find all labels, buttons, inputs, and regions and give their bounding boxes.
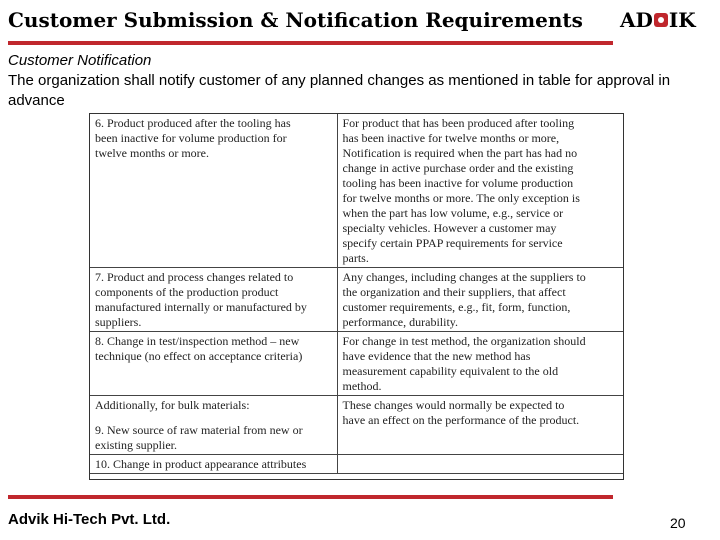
table-cell-right	[337, 455, 623, 474]
slide-title: Customer Submission & Notification Requirements	[8, 8, 583, 32]
intro-text	[8, 51, 708, 111]
table-cell-left: 8. Change in test/inspection method – new technique (no effect on acceptance criteria)	[90, 332, 337, 396]
footer-company: Advik Hi-Tech Pvt. Ltd.	[8, 511, 171, 528]
footer-divider	[8, 495, 613, 499]
page-number: 20	[670, 515, 686, 531]
table-cell-right: For product that has been produced after tooling has been inactive for twelve months or more, Notification is required when the part has had no change in active purchase order and the existing tooling has been inactive for volume production for twelve months or more. The only exception is when the part has low volume, e.g., service or specialty vehicles. However a customer may specify certain PPAP requirements for service parts.	[337, 114, 623, 268]
logo-mark-icon	[654, 13, 668, 27]
intro-body: The organization shall notify customer of any planned changes as mentioned in table for approval in advance	[8, 72, 671, 109]
table-cell-right: These changes would normally be expected to have an effect on the performance of the product.	[337, 396, 623, 455]
table-cell-left: 7. Product and process changes related to components of the production product manufactured internally or manufactured by suppliers.	[90, 268, 337, 332]
table-row	[90, 114, 623, 268]
requirements-table-image	[89, 113, 624, 480]
table-cell-left-extra: 9. New source of raw material from new or existing supplier.	[95, 423, 303, 452]
table-cell-left: 6. Product produced after the tooling has been inactive for volume production for twelve months or more.	[90, 114, 337, 268]
table-row	[90, 268, 623, 332]
table-cell-left: Additionally, for bulk materials: 9. New source of raw material from new or existing supplier.	[90, 396, 337, 455]
table-row	[90, 396, 623, 455]
header-divider	[8, 41, 613, 45]
intro-subtitle: Customer Notification	[8, 52, 152, 69]
table-cell-right: Any changes, including changes at the suppliers to the organization and their suppliers, that affect customer requirements, e.g., fit, form, function, performance, durability.	[337, 268, 623, 332]
table-cell-left: 10. Change in product appearance attributes	[90, 455, 337, 474]
table-row	[90, 332, 623, 396]
logo-text-right: IK	[668, 8, 696, 32]
requirements-table	[90, 114, 623, 474]
logo-text-left: AD	[620, 8, 653, 32]
table-row	[90, 455, 623, 474]
company-logo	[620, 8, 696, 32]
table-cell-right: For change in test method, the organization should have evidence that the new method has measurement capability equivalent to the old method.	[337, 332, 623, 396]
